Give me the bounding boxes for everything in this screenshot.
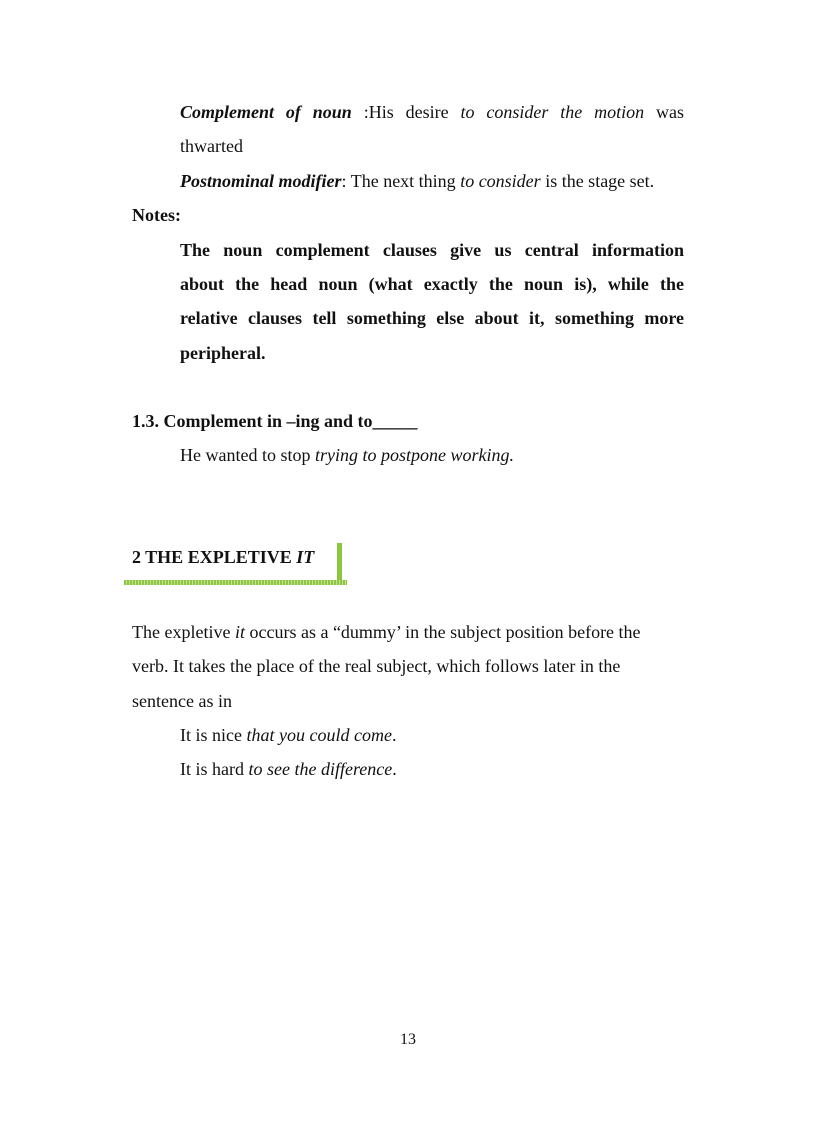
section-2-paragraph-line-1 <box>132 620 641 644</box>
notes-line-4: peripheral. <box>180 343 266 363</box>
section-1-3-example <box>180 443 514 467</box>
paragraph-line-1-b: occurs as a “dummy’ in the subject position before the <box>244 622 641 642</box>
complement-of-noun-label: Complement of noun <box>180 102 352 122</box>
section-2-heading-italic: IT <box>296 547 315 567</box>
paragraph-line-1-a: The expletive <box>132 622 235 642</box>
example-2-italic: to see the difference <box>248 759 393 779</box>
postnominal-text-end: is the stage set. <box>540 171 655 191</box>
heading-green-bar-right <box>337 543 342 585</box>
complement-of-noun-line <box>180 100 684 124</box>
notes-line-2: about the head noun (what exactly the noun is), while the <box>180 274 684 294</box>
section-2-heading-plain: 2 THE EXPLETIVE <box>132 547 297 567</box>
example-2-plain: It is hard <box>180 759 249 779</box>
section-2-heading <box>132 545 314 569</box>
example-1-end: . <box>391 725 397 745</box>
example-1-italic: that you could come <box>246 725 392 745</box>
section-1-3-example-italic: trying to postpone working. <box>314 445 514 465</box>
complement-text: :His desire <box>351 102 461 122</box>
example-1-plain: It is nice <box>180 725 247 745</box>
postnominal-modifier-label: Postnominal modifier <box>180 171 342 191</box>
postnominal-italic-phrase: to consider <box>460 171 541 191</box>
section-1-3-example-plain: He wanted to stop <box>180 445 315 465</box>
notes-heading: Notes: <box>132 205 181 225</box>
complement-continuation: thwarted <box>180 136 243 156</box>
complement-text-end: was <box>644 102 685 122</box>
section-2-paragraph-line-2: verb. It takes the place of the real subject, which follows later in the <box>132 656 621 676</box>
section-1-3-heading: 1.3. Complement in –ing and to_____ <box>132 411 418 431</box>
page-number: 13 <box>400 1031 416 1048</box>
notes-line-1: The noun complement clauses give us central information <box>180 240 684 260</box>
section-2-paragraph-line-3: sentence as in <box>132 691 232 711</box>
postnominal-text: : The next thing <box>341 171 461 191</box>
complement-italic-phrase: to consider the motion <box>460 102 645 122</box>
postnominal-modifier-line <box>180 169 654 193</box>
section-2-heading-box <box>124 543 342 583</box>
heading-green-bar-bottom <box>124 580 347 585</box>
paragraph-line-1-italic: it <box>234 622 245 642</box>
example-2-end: . <box>392 759 397 779</box>
section-2-example-1 <box>180 723 396 747</box>
section-2-example-2 <box>180 757 397 781</box>
notes-line-3: relative clauses tell something else about it, something more <box>180 308 684 328</box>
